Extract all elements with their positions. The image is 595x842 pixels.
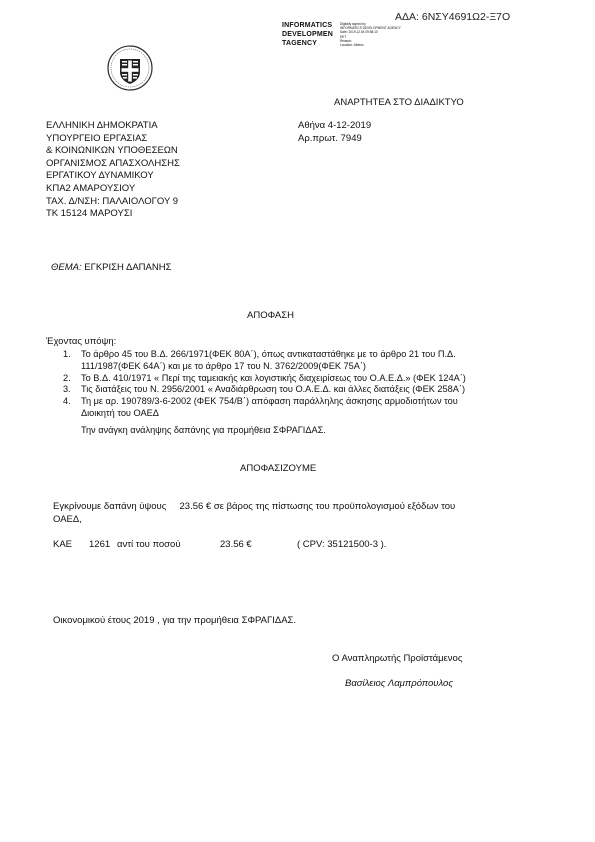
subject-line [51,262,171,273]
signature-details [340,22,401,47]
list-item [60,396,550,420]
ada-number: ΑΔΑ: 6ΝΣΥ4691Ω2-Ξ7Ο [395,11,511,23]
authority-line: ΤΑΧ. Δ/ΝΣΗ: ΠΑΛΑΙΟΛΟΓΟΥ 9 [46,195,179,207]
signature-detail-line: INFORMATICS DEVELOPMENT AGENCY [340,26,401,31]
decision-title: ΑΠΟΦΑΣΗ [247,310,294,321]
list-item-text: Το Β.Δ. 410/1971 « Περί της ταμειακής και λογιστικής διαχειρίσεως του Ο.Α.Ε.Δ.» (ΦΕΚ 124Α΄) [81,372,466,383]
issuing-authority [46,120,180,221]
signature-detail-line: EET [340,34,347,39]
authority-line: ΕΡΓΑΤΙΚΟΥ ΔΥΝΑΜΙΚΟΥ [46,170,154,182]
list-item-text: Τις διατάξεις του Ν. 2956/2001 « Αναδιάρθρωση του Ο.Α.Ε.Δ. και άλλες διατάξεις (ΦΕΚ 258Α΄) [81,384,465,395]
signature-detail-line: Location: Athens [340,43,364,48]
authority-line: ΚΠΑ2 ΑΜΑΡΟΥΣΙΟΥ [46,182,136,194]
subject-label: ΘΕΜΑ: [51,262,82,273]
signer-name-line: DEVELOPMEN [282,31,334,38]
list-item-text: Τη με αρ. 190789/3-6-2002 (ΦΕΚ 754/Β΄) απόφαση παράλληλης άσκησης αρμοδιοτήτων του [81,396,458,407]
authority-line: ΕΛΛΗΝΙΚΗ ΔΗΜΟΚΡΑΤΙΑ [46,120,158,131]
list-item [60,384,550,396]
authority-line: ΥΠΟΥΡΓΕΙΟ ΕΡΓΑΣΙΑΣ [46,132,148,144]
list-item-number: 4. [63,396,71,407]
fiscal-year-line: Οικονομικού έτους 2019 , για την προμήθεια ΣΦΡΑΓΙΔΑΣ. [53,615,297,626]
list-item-number: 3. [63,384,71,395]
signature-title: Ο Αναπληρωτής Προϊστάμενος [332,653,463,664]
kae-text: αντί του ποσού [117,539,181,550]
decide-title: ΑΠΟΦΑΣΙΖΟΥΜΕ [240,463,317,474]
cpv-code: ( CPV: 35121500-3 ). [297,539,387,550]
posting-notice: ΑΝΑΡΤΗΤΕΑ ΣΤΟ ΔΙΑΔΙΚΤΥΟ [334,97,464,108]
document-date: Αθήνα 4-12-2019 [298,120,372,131]
having-regard-label: Έχοντας υπόψη: [46,336,117,347]
signer-name-line: TAGENCY [282,40,318,47]
protocol-number: Αρ.πρωτ. 7949 [298,132,362,144]
digital-signature-block [282,21,402,48]
list-item [60,373,550,385]
authority-line: & ΚΟΙΝΩΝΙΚΩΝ ΥΠΟΘΕΣΕΩΝ [46,145,178,157]
list-item-text: Διοικητή του ΟΑΕΔ [81,407,159,418]
signature-name: Βασίλειος Λαμπρόπουλος [345,678,453,689]
list-item-text: 111/1987(ΦΕΚ 64Α΄) και με το άρθρο 17 του Ν. 3762/2009(ΦΕΚ 75Α΄) [81,360,366,371]
list-item-number: 1. [63,349,71,359]
list-item [60,349,550,373]
legal-basis-list [60,349,550,420]
authority-line: ΤΚ 15124 ΜΑΡΟΥΣΙ [46,208,133,220]
signature-detail-line: Digitally signed by [340,22,366,26]
need-statement: Την ανάγκη ανάληψης δαπάνης για προμήθεια ΣΦΡΑΓΙΔΑΣ. [81,425,326,435]
list-item-number: 2. [63,372,71,383]
greek-emblem-icon [106,44,154,92]
approval-line: Εγκρίνουμε δαπάνη ύψους 23.56 € σε βάρος της πίστωσης του προϋπολογισμού εξόδων του [53,501,456,512]
list-item-text: Το άρθρο 45 του Β.Δ. 266/1971(ΦΕΚ 80Α΄), όπως αντικαταστάθηκε με το άρθρο 21 του Π.Δ. [81,349,456,359]
kae-label: ΚΑΕ [53,539,73,550]
date-protocol-block [298,120,371,145]
approval-line: ΟΑΕΔ, [53,513,82,525]
kae-code: 1261 [89,539,111,550]
signer-name-line: INFORMATICS [282,22,333,29]
kae-amount: 23.56 € [220,539,252,550]
signature-detail-line: Reason: [340,38,352,43]
subject-text: ΕΓΚΡΙΣΗ ΔΑΠΑΝΗΣ [81,262,172,273]
authority-line: ΟΡΓΑΝΙΣΜΟΣ ΑΠΑΣΧΟΛΗΣΗΣ [46,157,180,169]
approval-paragraph [53,501,455,527]
signature-detail-line: Date: 2019.12.04 09:58:10 [340,30,378,35]
